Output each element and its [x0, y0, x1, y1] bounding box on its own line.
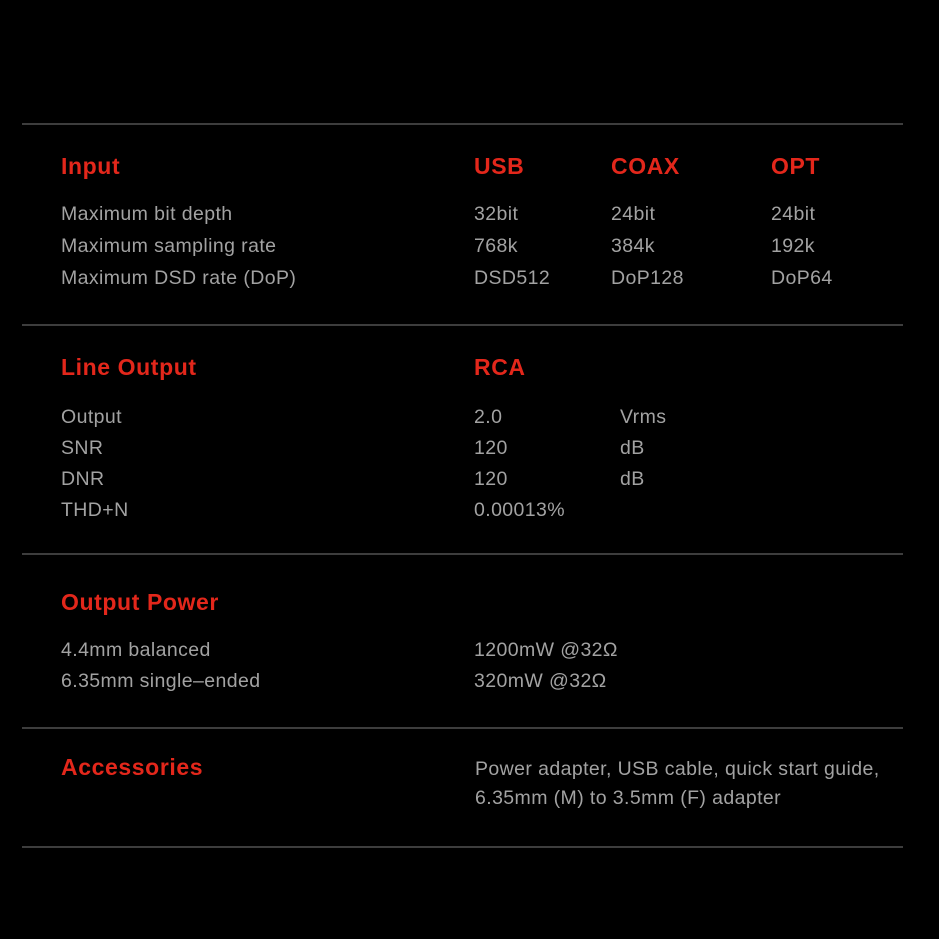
row-label: Maximum bit depth	[61, 203, 233, 225]
accessories-line-2: 6.35mm (M) to 3.5mm (F) adapter	[475, 787, 782, 809]
opt-value: 192k	[771, 235, 815, 257]
row-unit: dB	[620, 437, 645, 459]
row-label: THD+N	[61, 499, 129, 521]
row-label: Maximum sampling rate	[61, 235, 277, 257]
spec-row-dnr	[0, 467, 939, 491]
row-value: 0.00013%	[474, 499, 566, 521]
spec-row-snr	[0, 436, 939, 460]
output-power-section-title: Output Power	[61, 589, 219, 615]
usb-value: DSD512	[474, 267, 551, 289]
row-label: DNR	[61, 468, 105, 490]
spec-row-bit-depth	[0, 202, 939, 226]
input-column-usb: USB	[474, 153, 525, 179]
spec-row-thdn	[0, 498, 939, 522]
divider-bottom	[22, 846, 903, 848]
coax-value: DoP128	[611, 267, 684, 289]
row-value: 1200mW @32Ω	[474, 639, 618, 661]
spec-row-balanced	[0, 638, 939, 662]
row-label: Maximum DSD rate (DoP)	[61, 267, 297, 289]
row-unit: dB	[620, 468, 645, 490]
row-unit: Vrms	[620, 406, 667, 428]
line-output-column-rca: RCA	[474, 354, 526, 380]
accessories-list	[475, 755, 915, 813]
divider-line-output-bottom	[22, 553, 903, 555]
input-column-coax: COAX	[611, 153, 680, 179]
spec-row-single-ended	[0, 669, 939, 693]
usb-value: 32bit	[474, 203, 519, 225]
coax-value: 384k	[611, 235, 655, 257]
row-value: 120	[474, 468, 508, 490]
opt-value: 24bit	[771, 203, 816, 225]
row-label: Output	[61, 406, 122, 428]
coax-value: 24bit	[611, 203, 656, 225]
divider-input-bottom	[22, 324, 903, 326]
input-section-header	[0, 152, 939, 180]
row-label: 6.35mm single–ended	[61, 670, 261, 692]
line-output-section-header	[0, 353, 939, 381]
opt-value: DoP64	[771, 267, 833, 289]
accessories-line-1: Power adapter, USB cable, quick start guide,	[475, 758, 880, 780]
line-output-section-title: Line Output	[61, 354, 197, 380]
input-column-opt: OPT	[771, 153, 821, 179]
row-value: 2.0	[474, 406, 503, 428]
accessories-section-title: Accessories	[61, 754, 204, 780]
row-label: SNR	[61, 437, 104, 459]
output-power-section-header	[0, 588, 939, 616]
row-value: 320mW @32Ω	[474, 670, 607, 692]
input-section-title: Input	[61, 153, 121, 179]
row-label: 4.4mm balanced	[61, 639, 211, 661]
usb-value: 768k	[474, 235, 518, 257]
spec-row-output	[0, 405, 939, 429]
spec-row-dsd-rate	[0, 266, 939, 290]
row-value: 120	[474, 437, 508, 459]
divider-top	[22, 123, 903, 125]
spec-row-sampling-rate	[0, 234, 939, 258]
divider-output-power-bottom	[22, 727, 903, 729]
